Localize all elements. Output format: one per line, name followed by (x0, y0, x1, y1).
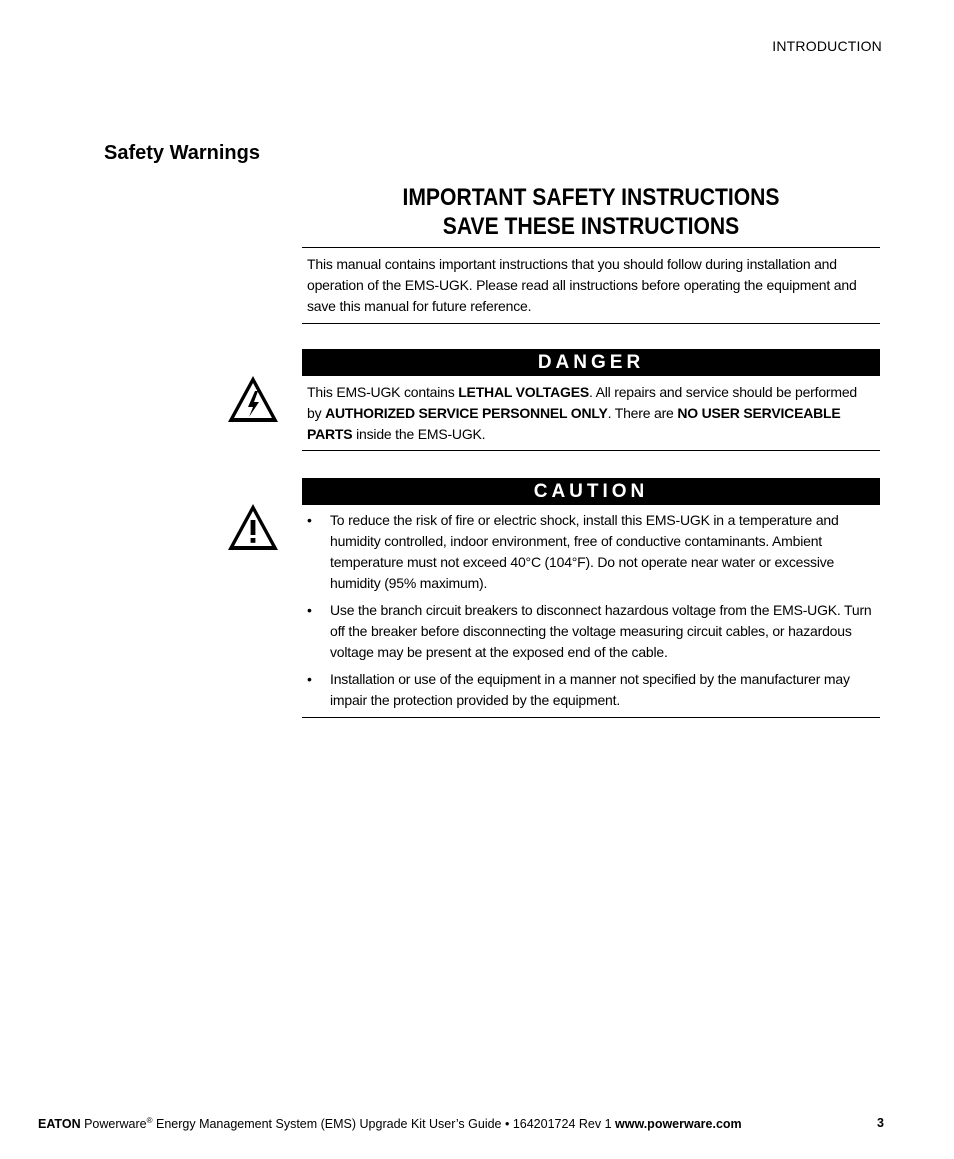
danger-label: DANGER (302, 349, 880, 376)
caution-item (302, 510, 880, 594)
caution-item (302, 600, 880, 663)
bullet: • (307, 671, 312, 687)
footer-website-link[interactable]: www.powerware.com (615, 1117, 742, 1132)
registered-mark: ® (146, 1116, 153, 1125)
page-number: 3 (877, 1116, 884, 1130)
footer-product: Powerware (80, 1117, 147, 1132)
caution-item-text: Use the branch circuit breakers to disconnect hazardous voltage from the EMS-UGK. Turn off the breaker before disconnecting the voltage measuring circuit cables, or hazardous voltage may be present at the exposed end of the cable. (330, 602, 872, 660)
caution-item (302, 669, 880, 711)
footer-guide-title: Energy Management System (EMS) Upgrade Kit User’s Guide • 164201724 Rev 1 (152, 1117, 615, 1132)
bullet: • (307, 512, 312, 528)
caution-list (302, 510, 880, 718)
exclamation-warning-icon (226, 502, 280, 552)
danger-emphasis: AUTHORIZED SERVICE PERSONNEL ONLY (325, 405, 608, 421)
danger-text-run: inside the EMS-UGK. (352, 426, 486, 442)
title-line-2: SAVE THESE INSTRUCTIONS (442, 213, 740, 240)
caution-label: CAUTION (302, 478, 880, 505)
danger-emphasis: NO USER SERVICEABLE PARTS (307, 405, 841, 442)
page-footer (38, 1116, 884, 1131)
electrical-hazard-icon (226, 374, 280, 424)
danger-text-run: . All repairs and service should be performed by (307, 384, 858, 421)
running-head: INTRODUCTION (772, 38, 882, 54)
danger-text (302, 381, 880, 451)
caution-item-text: Installation or use of the equipment in a manner not specified by the manufacturer may impair the protection provided by the equipment. (330, 671, 850, 708)
intro-paragraph: This manual contains important instructions that you should follow during installation and operation of the EMS-UGK. Please read all instructions before operating the equipment and save this manual for future reference. (302, 247, 880, 324)
footer-brand: EATON (38, 1117, 81, 1132)
title-line-1: IMPORTANT SAFETY INSTRUCTIONS (402, 184, 780, 211)
important-safety-title (337, 183, 846, 241)
caution-item-text: To reduce the risk of fire or electric shock, install this EMS-UGK in a temperature and humidity controlled, indoor environment, free of conductive contaminants. Ambient temperature must not exceed 40°C (104°F). Do not operate near water or excessive humidity (95% maximum). (330, 512, 839, 591)
danger-text-run: This EMS-UGK contains (307, 384, 459, 400)
danger-text-run: . There are (607, 405, 678, 421)
bullet: • (307, 602, 312, 618)
danger-emphasis: LETHAL VOLTAGES (458, 384, 589, 400)
section-title: Safety Warnings (104, 142, 260, 164)
